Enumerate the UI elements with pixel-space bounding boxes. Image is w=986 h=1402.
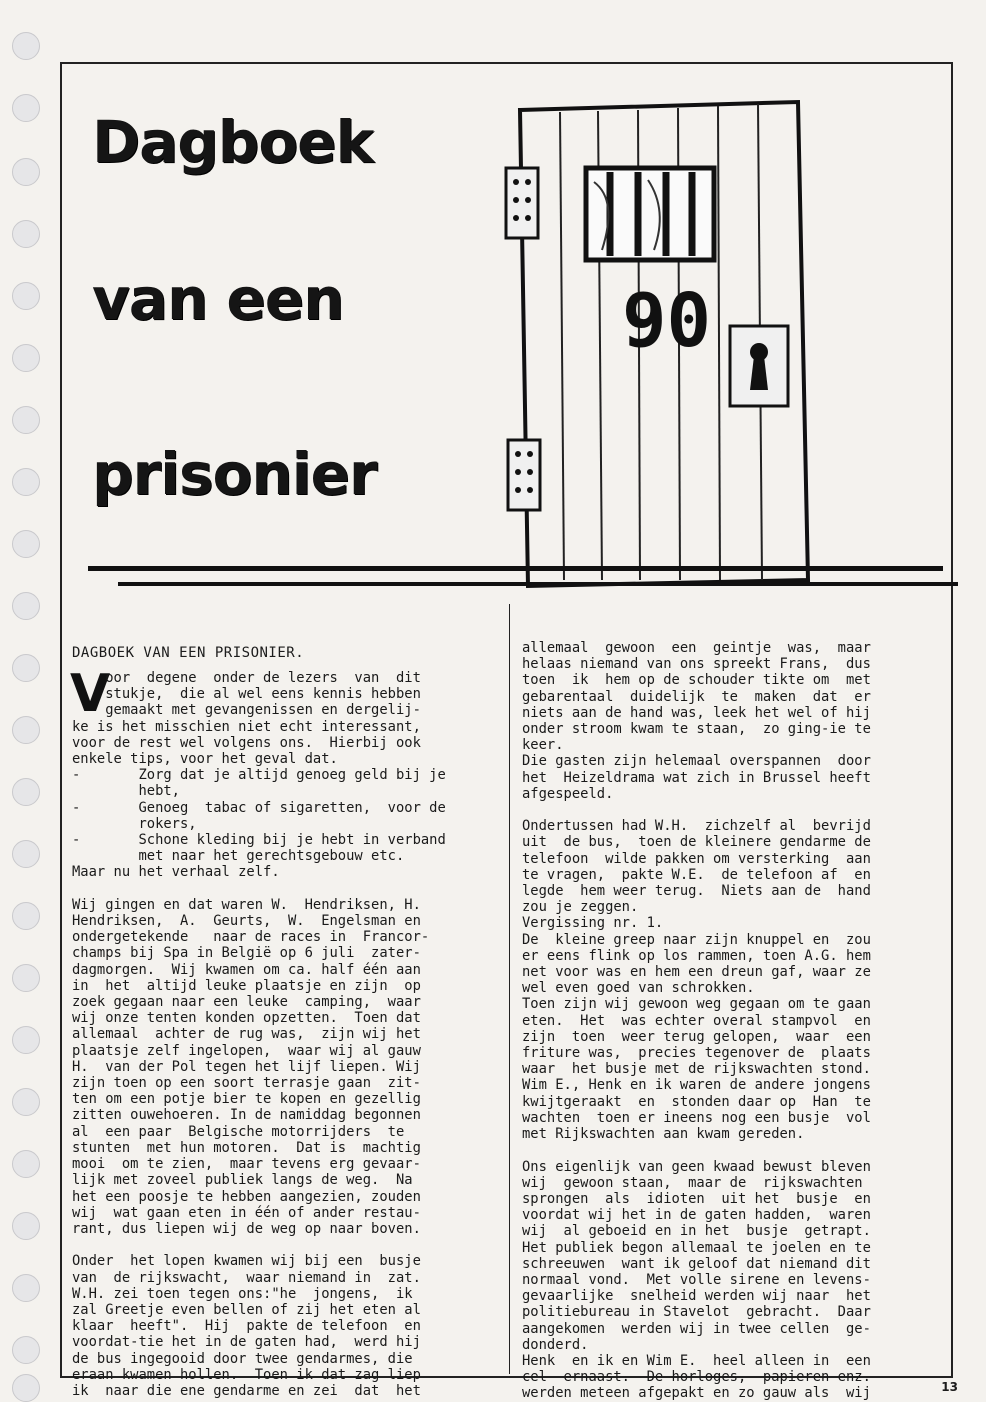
binder-hole [12,964,40,992]
binder-hole [12,1212,40,1240]
article-left-column: oor degene onder de lezers van dit stukje, die al wel eens kennis hebben gemaakt met gevangenissen en dergelij- ke is het misschien niet echt interessant, voor de rest wel volgens ons. Hierbij ook enkele tips, voor het geval dat. - Zorg dat je altijd genoeg geld bij je hebt, - Genoeg tabac of sigaretten, voor de rokers, - Schone kleding bij je hebt in verband met naar het gerechtsgebouw etc. Maar nu het verhaal zelf. Wij gingen en dat waren W. Hendriksen, H. Hendriksen, A. Geurts, W. Engelsman en ondergetekende naar de races in Francor- champs bij Spa in België op 6 juli zater- dagmorgen. Wij kwamen om ca. half één aan in het altijd leuke plaatsje en zijn op zoek gegaan naar een leuke camping, waar wij onze tenten konden opzetten. Toen dat allemaal achter de rug was, zijn wij het plaatsje zelf ingelopen, waar wij al gauw H. van der Pol tegen het lijf liepen. Wij zijn toen op een soort terrasje gaan zit- ten om een potje bier te kopen en gezellig zitten ouwehoeren. In de namiddag begonnen al een paar Belgische motorrijders te stunten met hun motoren. Dat is machtig mooi om te zien, maar tevens erg gevaar- lijk met zoveel publiek langs de weg. Na het een poosje te hebben aangezien, zouden wij wat gaan eten in één of ander restau- rant, dus liepen wij de weg op naar boven. Onder het lopen kwamen wij bij een busje van de rijkswacht, waar niemand in zat. W.H. zei toen tegen ons:"he jongens, ik zal Greetje even bellen of zij het eten al klaar heeft". Hij pakte de telefoon en voordat-tie het in de gaten had, werd hij de bus ingegooid door twee gendarmes, die eraan kwamen hollen. Toen ik dat zag liep ik naar die ene gendarme en zei dat het [72,670,446,1399]
cell-door-illustration [498,90,828,600]
floor-stripe [88,566,943,571]
binder-hole [12,1374,40,1402]
binder-hole [12,406,40,434]
binder-hole [12,902,40,930]
binder-hole [12,592,40,620]
binder-hole [12,1150,40,1178]
binder-hole [12,220,40,248]
binder-hole [12,778,40,806]
floor-stripe [118,582,958,586]
article-heading: DAGBOEK VAN EEN PRISONIER. [72,645,305,661]
door-plank [718,106,720,580]
binder-hole [12,344,40,372]
binder-hole [12,468,40,496]
binder-hole [12,1026,40,1054]
binder-hole [12,1274,40,1302]
door-hinge-bottom [508,440,540,510]
title-line-3: prisonier [92,440,377,508]
binder-hole [12,32,40,60]
title-line-2: van een [92,265,344,333]
door-number: 90 [622,278,712,364]
drop-cap: V [70,664,111,724]
binder-hole [12,840,40,868]
column-divider [509,604,510,1374]
page-number: 13 [941,1380,958,1394]
binder-hole [12,716,40,744]
binder-hole [12,654,40,682]
door-plank [560,112,564,580]
article-right-column: allemaal gewoon een geintje was, maar helaas niemand van ons spreekt Frans, dus toen ik hem op de schouder tikte om met gebarentaal duidelijk te maken dat er niets aan de hand was, leek het wel of hij onder stroom kwam te staan, zo ging-ie te keer. Die gasten zijn helemaal overspannen door het Heizeldrama wat zich in Brussel heeft afgespeeld. Ondertussen had W.H. zichzelf al bevrijd uit de bus, toen de kleinere gendarme de telefoon wilde pakken om versterking aan te vragen, pakte W.E. de telefoon af en legde hem weer terug. Niets aan de hand zou je zeggen. Vergissing nr. 1. De kleine greep naar zijn knuppel en zou er eens flink op los rammen, toen A.G. hem net voor was en hem een dreun gaf, waar ze wel even goed van schrokken. Toen zijn wij gewoon weg gegaan om te gaan eten. Het was echter overal stampvol en zijn toen weer terug gelopen, waar een friture was, precies tegenover de plaats waar het busje met de rijkswachten stond. Wim E., Henk en ik waren de andere jongens kwijtgeraakt en stonden daar op Han te wachten toen er ineens nog een busje vol met Rijkswachten aan kwam gereden. Ons eigenlijk van geen kwaad bewust bleven wij gewoon staan, maar de rijkswachten sprongen als idioten uit het busje en voordat wij het in de gaten hadden, waren wij al geboeid en in het busje getrapt. Het publiek begon allemaal te joelen en te schreeuwen want ik geloof dat niemand dit normaal vond. Met volle sirene en levens- gevaarlijke snelheid werden wij naar het politiebureau in Stavelot gebracht. Daar aangekomen werden wij in twee cellen ge- donderd. Henk en ik en Wim E. heel alleen in een cel ernaast. De horloges, papieren enz. werden meteen afgepakt en zo gauw als wij [522,640,871,1402]
door-hinge-top [506,168,538,238]
binder-hole [12,1336,40,1364]
title-line-1: Dagboek [92,108,374,176]
binder-hole [12,158,40,186]
binder-hole [12,530,40,558]
binder-hole [12,1088,40,1116]
binder-hole [12,282,40,310]
binder-hole [12,94,40,122]
binder-holes [12,32,42,1402]
